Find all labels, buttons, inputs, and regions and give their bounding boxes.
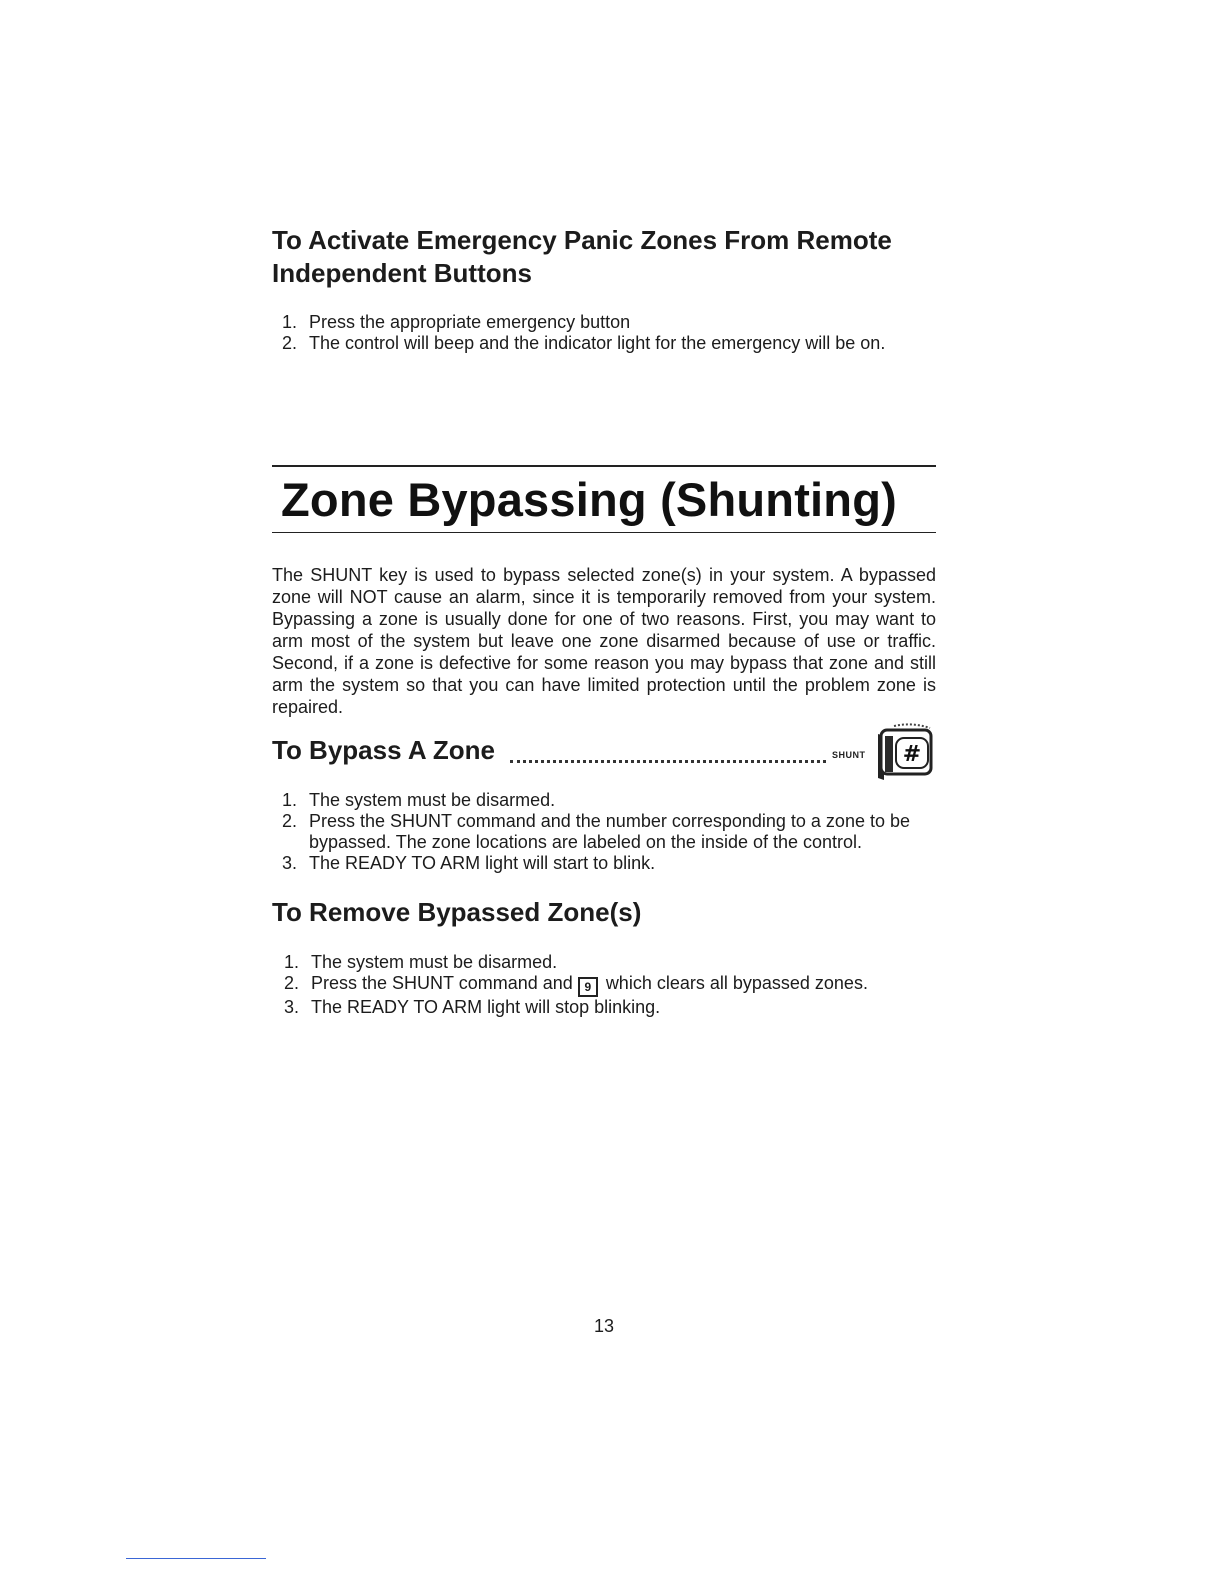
step-text: The READY TO ARM light will start to blink.	[309, 853, 656, 873]
remote-heading-line2: Independent Buttons	[272, 258, 532, 288]
nine-key-icon: 9	[578, 977, 598, 997]
step-text: which clears all bypassed zones.	[605, 973, 868, 993]
list-item	[274, 333, 954, 354]
step-number: 2.	[282, 811, 298, 831]
bypass-steps-list	[274, 790, 938, 874]
title-top-rule	[272, 465, 936, 467]
remote-buttons-heading	[272, 224, 952, 290]
remote-steps-list	[274, 312, 954, 354]
list-item	[276, 973, 940, 997]
list-item	[274, 312, 954, 333]
step-text: Press the SHUNT command and the number corresponding to a zone to be bypassed. The zone locations are labeled on the inside of the control.	[309, 811, 910, 852]
step-number: 2.	[282, 333, 298, 353]
page-title: Zone Bypassing (Shunting)	[281, 473, 897, 526]
shunt-key-icon	[872, 720, 936, 782]
step-number: 3.	[284, 997, 300, 1017]
dot-leader	[510, 740, 826, 763]
step-number: 2.	[284, 973, 300, 993]
step-text: The READY TO ARM light will stop blinking.	[311, 997, 661, 1017]
remove-bypassed-heading: To Remove Bypassed Zone(s)	[272, 897, 642, 927]
title-bottom-rule	[272, 532, 936, 533]
list-item	[274, 853, 938, 874]
step-text: The system must be disarmed.	[311, 952, 558, 972]
step-text: Press the SHUNT command and	[311, 973, 573, 993]
step-text: Press the appropriate emergency button	[309, 312, 631, 332]
intro-paragraph: The SHUNT key is used to bypass selected zone(s) in your system. A bypassed zone will NOT cause an alarm, since it is temporarily removed from your system. Bypassing a zone is usually done for one of two reasons. First, you may want to arm most of the system but leave one zone disarmed because of use or traffic. Second, if a zone is defective for some reason you may bypass that zone and still arm the system so that you can have limited protection until the problem zone is repaired.	[272, 565, 936, 717]
step-number: 1.	[282, 312, 298, 332]
list-item	[276, 952, 940, 973]
footer-rule	[126, 1558, 266, 1559]
list-item	[274, 811, 938, 853]
list-item	[274, 790, 938, 811]
shunt-key-label: SHUNT	[832, 750, 866, 760]
step-number: 1.	[282, 790, 298, 810]
page-number: 13	[593, 1316, 615, 1336]
bypass-zone-heading: To Bypass A Zone	[272, 735, 495, 765]
remote-heading-line1: To Activate Emergency Panic Zones From Remote	[272, 225, 892, 255]
remove-steps-list	[276, 952, 940, 1018]
list-item	[276, 997, 940, 1018]
shunt-key-symbol: #	[902, 742, 922, 767]
step-text: The system must be disarmed.	[309, 790, 556, 810]
step-text: The control will beep and the indicator light for the emergency will be on.	[309, 333, 886, 353]
step-number: 3.	[282, 853, 298, 873]
step-number: 1.	[284, 952, 300, 972]
